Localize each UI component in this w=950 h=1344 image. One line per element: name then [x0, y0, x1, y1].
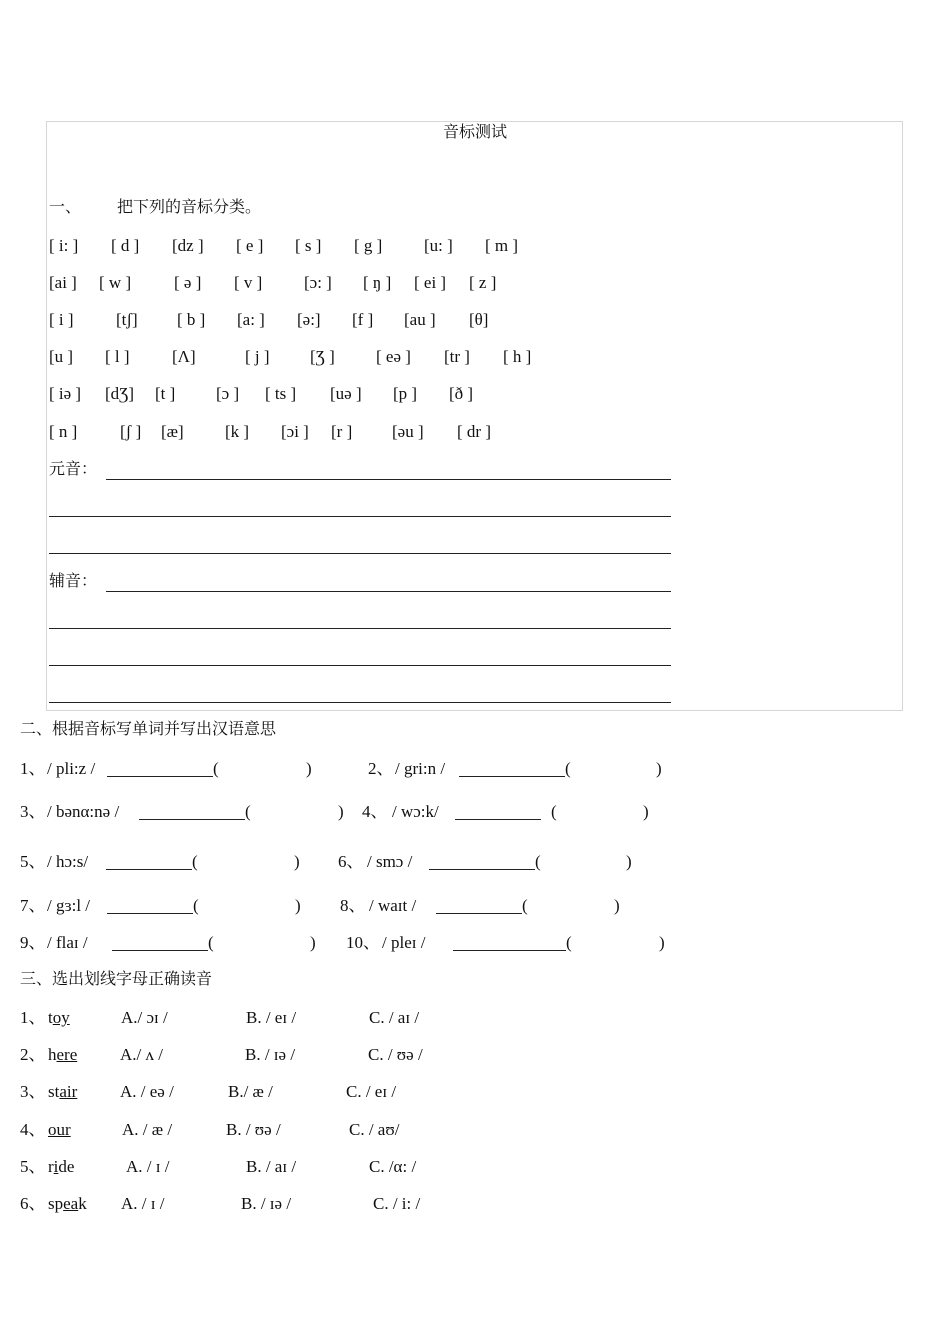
phonetic-symbol: [dƷ]: [105, 384, 134, 403]
question-number: 6、: [338, 852, 364, 871]
word-plain: st: [48, 1082, 60, 1101]
target-word: [48, 1121, 71, 1138]
question-phonetic: / waɪt /: [369, 896, 417, 915]
phonetic-symbol: [ð ]: [449, 384, 474, 403]
target-word: [48, 1009, 70, 1026]
word-plain: sp: [48, 1194, 64, 1213]
option-c[interactable]: C. / ʊə /: [368, 1045, 423, 1064]
phonetic-symbol: [tr ]: [444, 347, 470, 366]
option-a[interactable]: A./ ɔɪ /: [121, 1008, 168, 1027]
phonetic-symbol: [u: ]: [424, 236, 453, 255]
question-phonetic: / flaɪ /: [47, 933, 88, 952]
word-plain: k: [78, 1194, 87, 1213]
option-c[interactable]: C. / i: /: [373, 1194, 421, 1213]
word-underlined: oy: [52, 1008, 70, 1027]
option-b[interactable]: B. / eɪ /: [246, 1008, 297, 1027]
phonetic-symbol: [Ʒ ]: [310, 347, 335, 366]
open-paren: (: [535, 852, 541, 871]
question-phonetic: / bənα:nə /: [47, 802, 120, 821]
section1-number: 一、: [49, 197, 82, 216]
phonetic-symbol: [ə:]: [297, 310, 321, 329]
phonetic-symbol: [ ei ]: [414, 273, 447, 292]
consonant-answer-line[interactable]: [49, 665, 671, 666]
word-answer-blank[interactable]: [112, 934, 208, 951]
word-answer-blank[interactable]: [106, 853, 192, 870]
phonetic-symbol: [ i: ]: [49, 236, 79, 255]
question-phonetic: / smɔ /: [367, 852, 413, 871]
phonetic-symbol: [æ]: [161, 422, 184, 441]
close-paren: ): [643, 802, 649, 821]
word-answer-blank[interactable]: [107, 897, 193, 914]
word-answer-blank[interactable]: [139, 803, 245, 820]
phonetic-symbol: [əu ]: [392, 422, 424, 441]
open-paren: (: [213, 759, 219, 778]
vowel-answer-line[interactable]: [49, 553, 671, 554]
section3-heading: 三、选出划线字母正确读音: [20, 969, 213, 988]
word-underlined: air: [59, 1082, 78, 1101]
phonetic-symbol: [ɔ ]: [216, 384, 240, 403]
question-number: 3、: [20, 1082, 46, 1101]
option-b[interactable]: B./ æ /: [228, 1082, 273, 1101]
option-a[interactable]: A. / æ /: [122, 1120, 173, 1139]
target-word: [48, 1046, 77, 1063]
phonetic-symbol: [ ts ]: [265, 384, 297, 403]
question-phonetic: / pleɪ /: [382, 933, 426, 952]
phonetic-symbol: [ai ]: [49, 273, 77, 292]
question-number: 1、: [20, 759, 46, 778]
question-number: 4、: [362, 802, 388, 821]
word-answer-blank[interactable]: [453, 934, 566, 951]
phonetic-symbol: [ b ]: [177, 310, 206, 329]
word-plain: de: [58, 1157, 75, 1176]
vowel-label: 元音：: [49, 459, 98, 478]
option-b[interactable]: B. / ɪə /: [241, 1194, 292, 1213]
open-paren: (: [193, 896, 199, 915]
phonetic-symbol: [θ]: [469, 310, 489, 329]
phonetic-symbol: [ n ]: [49, 422, 78, 441]
consonant-answer-line[interactable]: [106, 591, 671, 592]
question-phonetic: / gɜ:l /: [47, 896, 91, 915]
close-paren: ): [294, 852, 300, 871]
phonetic-symbol: [p ]: [393, 384, 418, 403]
option-a[interactable]: A./ ʌ /: [120, 1045, 163, 1064]
word-plain: r: [48, 1157, 54, 1176]
phonetic-symbol: [ j ]: [245, 347, 270, 366]
option-b[interactable]: B. / aɪ /: [246, 1157, 297, 1176]
phonetic-symbol: [ɔi ]: [281, 422, 309, 441]
question-phonetic: / wɔ:k/: [392, 802, 439, 821]
target-word: [48, 1195, 87, 1212]
consonant-answer-line[interactable]: [49, 702, 671, 703]
phonetic-symbol: [ w ]: [99, 273, 132, 292]
phonetic-symbol: [ʃ ]: [120, 422, 142, 441]
vowel-answer-line[interactable]: [49, 516, 671, 517]
phonetic-symbol: [ ŋ ]: [363, 273, 392, 292]
phonetic-symbol: [ dr ]: [457, 422, 491, 441]
open-paren: (: [551, 802, 557, 821]
close-paren: ): [626, 852, 632, 871]
question-number: 3、: [20, 802, 46, 821]
option-b[interactable]: B. / ɪə /: [245, 1045, 296, 1064]
word-plain: h: [48, 1045, 57, 1064]
phonetic-symbol: [f ]: [352, 310, 374, 329]
option-c[interactable]: C. / aɪ /: [369, 1008, 420, 1027]
question-number: 4、: [20, 1120, 46, 1139]
phonetic-symbol: [ e ]: [236, 236, 264, 255]
close-paren: ): [310, 933, 316, 952]
question-number: 8、: [340, 896, 366, 915]
consonant-answer-line[interactable]: [49, 628, 671, 629]
target-word: [48, 1083, 77, 1100]
option-c[interactable]: C. / eɪ /: [346, 1082, 397, 1101]
question-number: 2、: [20, 1045, 46, 1064]
word-answer-blank[interactable]: [459, 760, 565, 777]
phonetic-symbol: [t ]: [155, 384, 176, 403]
word-underlined: i: [53, 1157, 59, 1176]
section1-heading: 把下列的音标分类。: [117, 197, 262, 216]
target-word: [48, 1158, 74, 1175]
question-number: 10、: [346, 933, 380, 952]
phonetic-symbol: [dz ]: [172, 236, 204, 255]
option-c[interactable]: C. /α: /: [369, 1157, 417, 1176]
phonetic-symbol: [k ]: [225, 422, 250, 441]
phonetic-symbol: [uə ]: [330, 384, 362, 403]
question-number: 7、: [20, 896, 46, 915]
close-paren: ): [295, 896, 301, 915]
question-number: 2、: [368, 759, 394, 778]
phonetic-symbol: [Λ]: [172, 347, 196, 366]
page-title: 音标测试: [442, 122, 507, 141]
word-answer-blank[interactable]: [429, 853, 535, 870]
word-plain: t: [48, 1008, 53, 1027]
word-answer-blank[interactable]: [107, 760, 213, 777]
close-paren: ): [656, 759, 662, 778]
phonetic-symbol: [ s ]: [295, 236, 322, 255]
vowel-answer-line[interactable]: [106, 479, 671, 480]
close-paren: ): [614, 896, 620, 915]
section2-heading: 二、根据音标写单词并写出汉语意思: [20, 719, 277, 738]
question-number: 6、: [20, 1194, 46, 1213]
phonetic-symbol: [au ]: [404, 310, 436, 329]
phonetic-symbol: [tʃ]: [116, 310, 138, 329]
word-answer-blank[interactable]: [436, 897, 522, 914]
option-a[interactable]: A. / eə /: [120, 1082, 174, 1101]
open-paren: (: [566, 933, 572, 952]
option-b[interactable]: B. / ʊə /: [226, 1120, 281, 1139]
phonetic-symbol: [ eə ]: [376, 347, 411, 366]
phonetic-symbol: [ m ]: [485, 236, 519, 255]
word-underlined: ea: [63, 1194, 79, 1213]
phonetic-symbol: [r ]: [331, 422, 353, 441]
open-paren: (: [522, 896, 528, 915]
phonetic-symbol: [ iə ]: [49, 384, 82, 403]
open-paren: (: [565, 759, 571, 778]
phonetic-symbol: [a: ]: [237, 310, 265, 329]
word-underlined: our: [48, 1120, 71, 1139]
phonetic-symbol: [ h ]: [503, 347, 532, 366]
question-number: 1、: [20, 1008, 46, 1027]
phonetic-symbol: [u ]: [49, 347, 74, 366]
open-paren: (: [208, 933, 214, 952]
question-phonetic: / pli:z /: [47, 759, 96, 778]
option-c[interactable]: C. / aʊ/: [349, 1120, 400, 1139]
open-paren: (: [245, 802, 251, 821]
phonetic-symbol: [ g ]: [354, 236, 383, 255]
phonetic-symbol: [ ə ]: [174, 273, 202, 292]
phonetic-symbol: [ z ]: [469, 273, 497, 292]
word-underlined: ere: [56, 1045, 78, 1064]
open-paren: (: [192, 852, 198, 871]
phonetic-symbol: [ d ]: [111, 236, 140, 255]
close-paren: ): [306, 759, 312, 778]
question-number: 5、: [20, 1157, 46, 1176]
consonant-label: 辅音：: [49, 571, 98, 590]
question-phonetic: / gri:n /: [395, 759, 446, 778]
close-paren: ): [659, 933, 665, 952]
phonetic-symbol: [ i ]: [49, 310, 74, 329]
option-a[interactable]: A. / ɪ /: [121, 1194, 165, 1213]
phonetic-symbol: [ v ]: [234, 273, 263, 292]
question-phonetic: / hɔ:s/: [47, 852, 89, 871]
option-a[interactable]: A. / ɪ /: [126, 1157, 170, 1176]
question-number: 9、: [20, 933, 46, 952]
word-answer-blank[interactable]: [455, 803, 541, 820]
phonetic-symbol: [ɔ: ]: [304, 273, 332, 292]
phonetic-symbol: [ l ]: [105, 347, 130, 366]
close-paren: ): [338, 802, 344, 821]
question-number: 5、: [20, 852, 46, 871]
